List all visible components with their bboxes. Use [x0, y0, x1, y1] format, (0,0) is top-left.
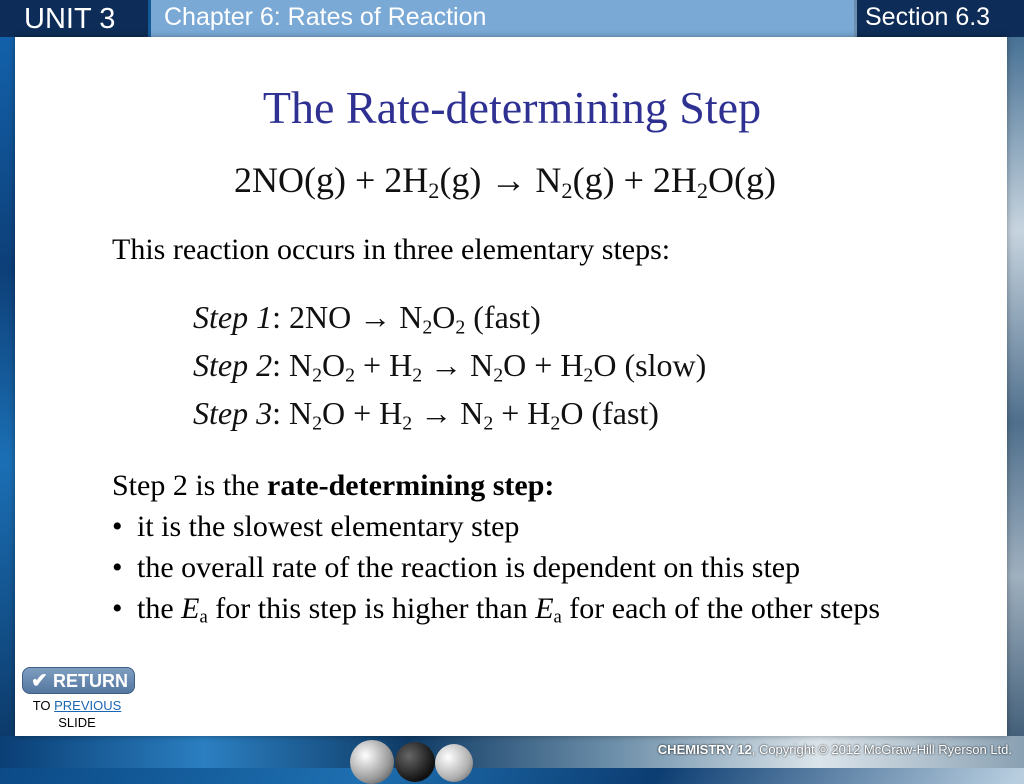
- bullet-list: [112, 506, 942, 629]
- bullet-subscript: a: [553, 606, 562, 628]
- molecule-decoration: [350, 740, 394, 784]
- step-1: [193, 293, 706, 341]
- step-text: : 2NO → N: [272, 299, 423, 335]
- step-text: + H: [493, 395, 551, 431]
- footer-copyright: [658, 742, 1012, 757]
- bullet-text: the: [137, 592, 182, 625]
- step-text: + H: [355, 347, 413, 383]
- conclusion-bold-text: rate-determining step:: [267, 469, 555, 502]
- equation-text: +: [623, 160, 644, 200]
- step-subscript: 2: [583, 364, 594, 387]
- step-subscript: 2: [345, 364, 356, 387]
- equation-text: (g): [439, 160, 482, 200]
- overall-equation: [0, 158, 1010, 202]
- list-item: [112, 547, 942, 588]
- bullet-text: for each of the other steps: [561, 592, 881, 625]
- step-label: Step 3: [193, 395, 273, 431]
- step-3: [193, 389, 706, 437]
- step-subscript: 2: [412, 364, 423, 387]
- equation-arrow: →: [490, 160, 527, 200]
- footer-text: , Copyright © 2012 McGraw-Hill Ryerson Ltd.: [751, 742, 1012, 757]
- step-text: O: [432, 299, 456, 335]
- list-item: [112, 506, 942, 547]
- bullet-icon: •: [112, 510, 123, 543]
- equation-text: 2NO(g): [233, 160, 346, 200]
- previous-slide-link[interactable]: PREVIOUS: [54, 698, 122, 713]
- header-bar: [0, 0, 1024, 37]
- bullet-icon: •: [112, 551, 123, 584]
- conclusion-text: Step 2 is the: [112, 469, 267, 502]
- step-subscript: 2: [402, 412, 413, 435]
- step-text: O: [322, 347, 346, 383]
- check-icon: ✔: [31, 670, 48, 692]
- step-subscript: 2: [493, 364, 504, 387]
- equation-subscript: 2: [561, 178, 573, 204]
- step-subscript: 2: [422, 316, 433, 339]
- return-button[interactable]: [22, 667, 135, 694]
- equation-text: +: [354, 160, 376, 200]
- equation-text: 2H: [652, 160, 697, 200]
- step-text: O + H: [322, 395, 403, 431]
- step-text: → N: [422, 347, 494, 383]
- bullet-text: the overall rate of the reaction is dependent on this step: [137, 551, 801, 584]
- section-label: Section 6.3: [857, 0, 1024, 37]
- slide-title: The Rate-determining Step: [262, 82, 762, 133]
- equation-subscript: 2: [428, 178, 440, 204]
- equation-text: N: [535, 160, 562, 200]
- conclusion-line: [112, 465, 942, 506]
- step-text: → N: [412, 395, 484, 431]
- list-item: [112, 588, 942, 629]
- step-text: : N: [272, 347, 313, 383]
- step-subscript: 2: [312, 364, 323, 387]
- intro-text: This reaction occurs in three elementary steps:: [112, 233, 671, 266]
- chapter-title: Chapter 6: Rates of Reaction: [151, 0, 854, 37]
- bullet-symbol: E: [535, 592, 554, 625]
- bullet-icon: •: [112, 592, 123, 625]
- step-label: Step 1: [193, 299, 273, 335]
- step-subscript: 2: [455, 316, 466, 339]
- step-text: O + H: [503, 347, 584, 383]
- molecule-decoration: [435, 744, 473, 782]
- step-label: Step 2: [193, 347, 273, 383]
- unit-label: UNIT 3: [0, 0, 148, 37]
- step-subscript: 2: [483, 412, 494, 435]
- bullet-symbol: E: [181, 592, 200, 625]
- conclusion-block: [112, 465, 942, 629]
- step-text: : N: [272, 395, 313, 431]
- step-text: O (fast): [560, 395, 659, 431]
- molecule-decoration: [395, 742, 435, 782]
- step-text: O (slow): [593, 347, 707, 383]
- bullet-subscript: a: [199, 606, 208, 628]
- equation-text: (g): [572, 160, 615, 200]
- elementary-steps: [193, 293, 706, 437]
- bullet-text: for this step is higher than: [207, 592, 536, 625]
- equation-text: 2H: [384, 160, 429, 200]
- step-text: (fast): [465, 299, 541, 335]
- footer-brand: CHEMISTRY 12: [657, 742, 752, 757]
- step-subscript: 2: [550, 412, 561, 435]
- step-2: [193, 341, 706, 389]
- bullet-text: it is the slowest elementary step: [137, 510, 520, 543]
- step-subscript: 2: [312, 412, 323, 435]
- equation-text: O(g): [708, 160, 777, 200]
- equation-subscript: 2: [696, 178, 709, 204]
- return-caption: [22, 697, 132, 731]
- return-button-label: RETURN: [53, 671, 128, 691]
- caption-prefix: TO: [32, 698, 55, 713]
- caption-suffix: SLIDE: [58, 715, 96, 730]
